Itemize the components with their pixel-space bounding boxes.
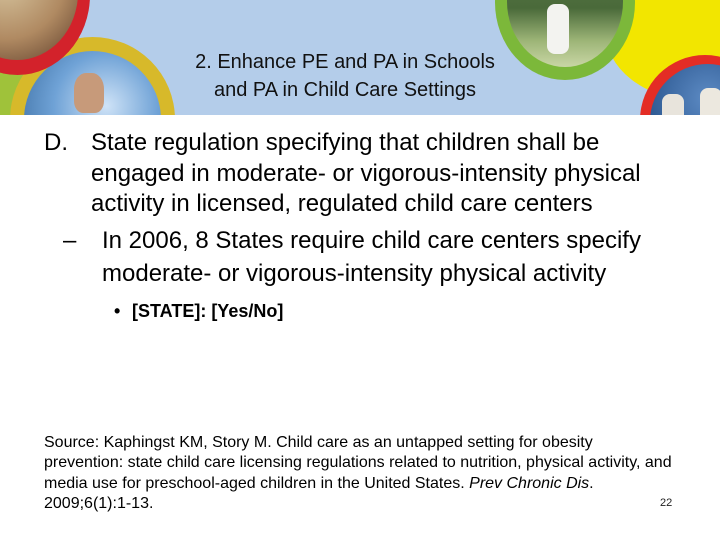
title-line-2: and PA in Child Care Settings xyxy=(213,79,476,101)
slide-title xyxy=(150,48,540,104)
title-line-1: 2. Enhance PE and PA in Schools xyxy=(195,51,495,73)
dash-marker: – xyxy=(63,226,77,254)
bullet-item-text: [STATE]: [Yes/No] xyxy=(132,300,284,321)
journal-name: Prev Chronic Dis xyxy=(469,474,590,492)
sub-list-item xyxy=(44,224,684,291)
sub-list-item-text: In 2006, 8 States require child care centers specify moderate- or vigorous-intensity physical activity xyxy=(102,226,641,287)
list-item-text: State regulation specifying that children shall be engaged in moderate- or vigorous-intensity physical activity in licensed, regulated child care centers xyxy=(91,129,641,217)
list-marker: D. xyxy=(44,129,68,156)
list-item-d xyxy=(44,128,684,220)
page-number: 22 xyxy=(660,497,673,509)
bullet-item xyxy=(44,299,684,323)
slide-body xyxy=(44,128,684,323)
source-citation xyxy=(44,433,674,514)
citation-details: . 2009;6(1):1-13. xyxy=(44,474,594,512)
slide-header-banner xyxy=(0,0,720,115)
bullet-icon: • xyxy=(114,300,121,321)
citation-text: Source: Kaphingst KM, Story M. Child care as an untapped setting for obesity prevention: state child care licensing regulations related to nutrition, physical activity, and media use for preschool-aged children in the United States. xyxy=(44,434,672,492)
